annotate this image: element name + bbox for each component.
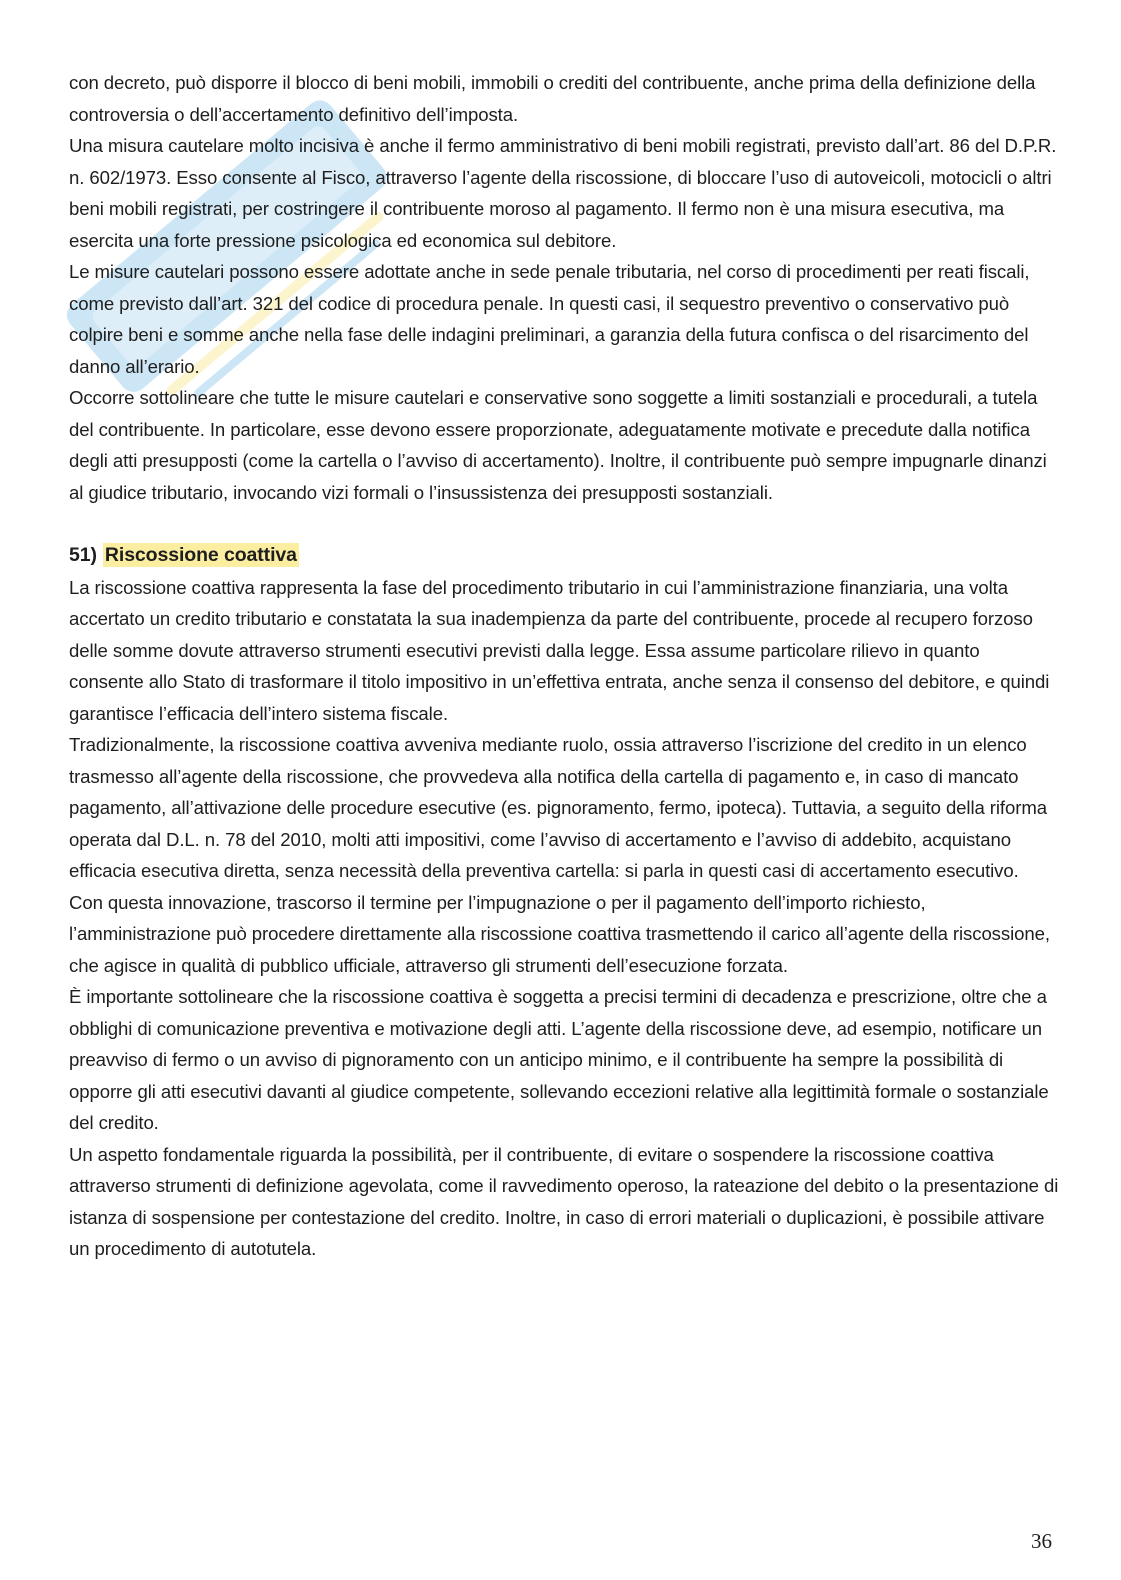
- section-number: 51): [69, 544, 97, 566]
- section-paragraph-5: Un aspetto fondamentale riguarda la possibilità, per il contribuente, di evitare o sospendere la riscossione coattiva attraverso strumenti di definizione agevolata, come il ravvedimento operoso, la rateazione del debito o la presentazione di istanza di sospensione per contestazione del credito. Inoltre, in caso di errori materiali o duplicazioni, è possibile attivare un procedimento di autotutela.: [69, 1143, 1059, 1259]
- section-paragraph-3: Con questa innovazione, trascorso il termine per l’impugnazione o per il pagamento dell’importo richiesto, l’amministrazione può procedere direttamente alla riscossione coattiva trasmettendo il carico all’agente della riscossione, che agisce in qualità di pubblico ufficiale, attraverso gli strumenti dell’esecuzione forzata.: [69, 891, 1050, 976]
- intro-paragraph-1: con decreto, può disporre il blocco di beni mobili, immobili o crediti del contribuente, anche prima della definizione della controversia o dell’accertamento definitivo dell’imposta.: [69, 72, 1036, 125]
- section-paragraph-2: Tradizionalmente, la riscossione coattiva avveniva mediante ruolo, ossia attraverso l’iscrizione del credito in un elenco trasmesso all’agente della riscossione, che provvedeva alla notifica della cartella di pagamento e, in caso di mancato pagamento, all’attivazione delle procedure esecutive (es. pignoramento, fermo, ipoteca). Tuttavia, a seguito della riforma operata dal D.L. n. 78 del 2010, molti atti impositivi, come l’avviso di accertamento e l’avviso di addebito, acquistano efficacia esecutiva diretta, senza necessità della preventiva cartella: si parla in questi casi di accertamento esecutivo.: [69, 734, 1047, 881]
- intro-paragraph-3: Le misure cautelari possono essere adottate anche in sede penale tributaria, nel corso di procedimenti per reati fiscali, come previsto dall’art. 321 del codice di procedura penale. In questi casi, il sequestro preventivo o conservativo può colpire beni e somme anche nella fase delle indagini preliminari, a garanzia della futura confisca o del risarcimento del danno all’erario.: [69, 261, 1030, 377]
- section-title-highlight: Riscossione coattiva: [104, 544, 297, 566]
- section-heading: [69, 540, 1059, 572]
- page-number: 36: [1031, 1529, 1052, 1553]
- intro-paragraph-2: Una misura cautelare molto incisiva è anche il fermo amministrativo di beni mobili registrati, previsto dall’art. 86 del D.P.R. n. 602/1973. Esso consente al Fisco, attraverso l’agente della riscossione, di bloccare l’uso di autoveicoli, motocicli o altri beni mobili registrati, per costringere il contribuente moroso al pagamento. Il fermo non è una misura esecutiva, ma esercita una forte pressione psicologica ed economica sul debitore.: [69, 135, 1057, 251]
- section-paragraph-4: È importante sottolineare che la riscossione coattiva è soggetta a precisi termini di decadenza e prescrizione, oltre che a obblighi di comunicazione preventiva e motivazione degli atti. L’agente della riscossione deve, ad esempio, notificare un preavviso di fermo o un avviso di pignoramento con un anticipo minimo, e il contribuente ha sempre la possibilità di opporre gli atti esecutivi davanti al giudice competente, sollevando eccezioni relative alla legittimità formale o sostanziale del credito.: [69, 986, 1049, 1133]
- page-content: [69, 67, 1059, 1265]
- section-paragraph-1: La riscossione coattiva rappresenta la fase del procedimento tributario in cui l’amministrazione finanziaria, una volta accertato un credito tributario e constatata la sua inadempienza da parte del contribuente, procede al recupero forzoso delle somme dovute attraverso strumenti esecutivi previsti dalla legge. Essa assume particolare rilievo in quanto consente allo Stato di trasformare il titolo impositivo in un’effettiva entrata, anche senza il consenso del debitore, e quindi garantisce l’efficacia dell’intero sistema fiscale.: [69, 576, 1050, 724]
- intro-paragraph-4: Occorre sottolineare che tutte le misure cautelari e conservative sono soggette a limiti sostanziali e procedurali, a tutela del contribuente. In particolare, esse devono essere proporzionate, adeguatamente motivate e precedute dalla notifica degli atti presupposti (come la cartella o l’avviso di accertamento). Inoltre, il contribuente può sempre impugnarle dinanzi al giudice tributario, invocando vizi formali o l’insussistenza dei presupposti sostanziali.: [69, 387, 1047, 503]
